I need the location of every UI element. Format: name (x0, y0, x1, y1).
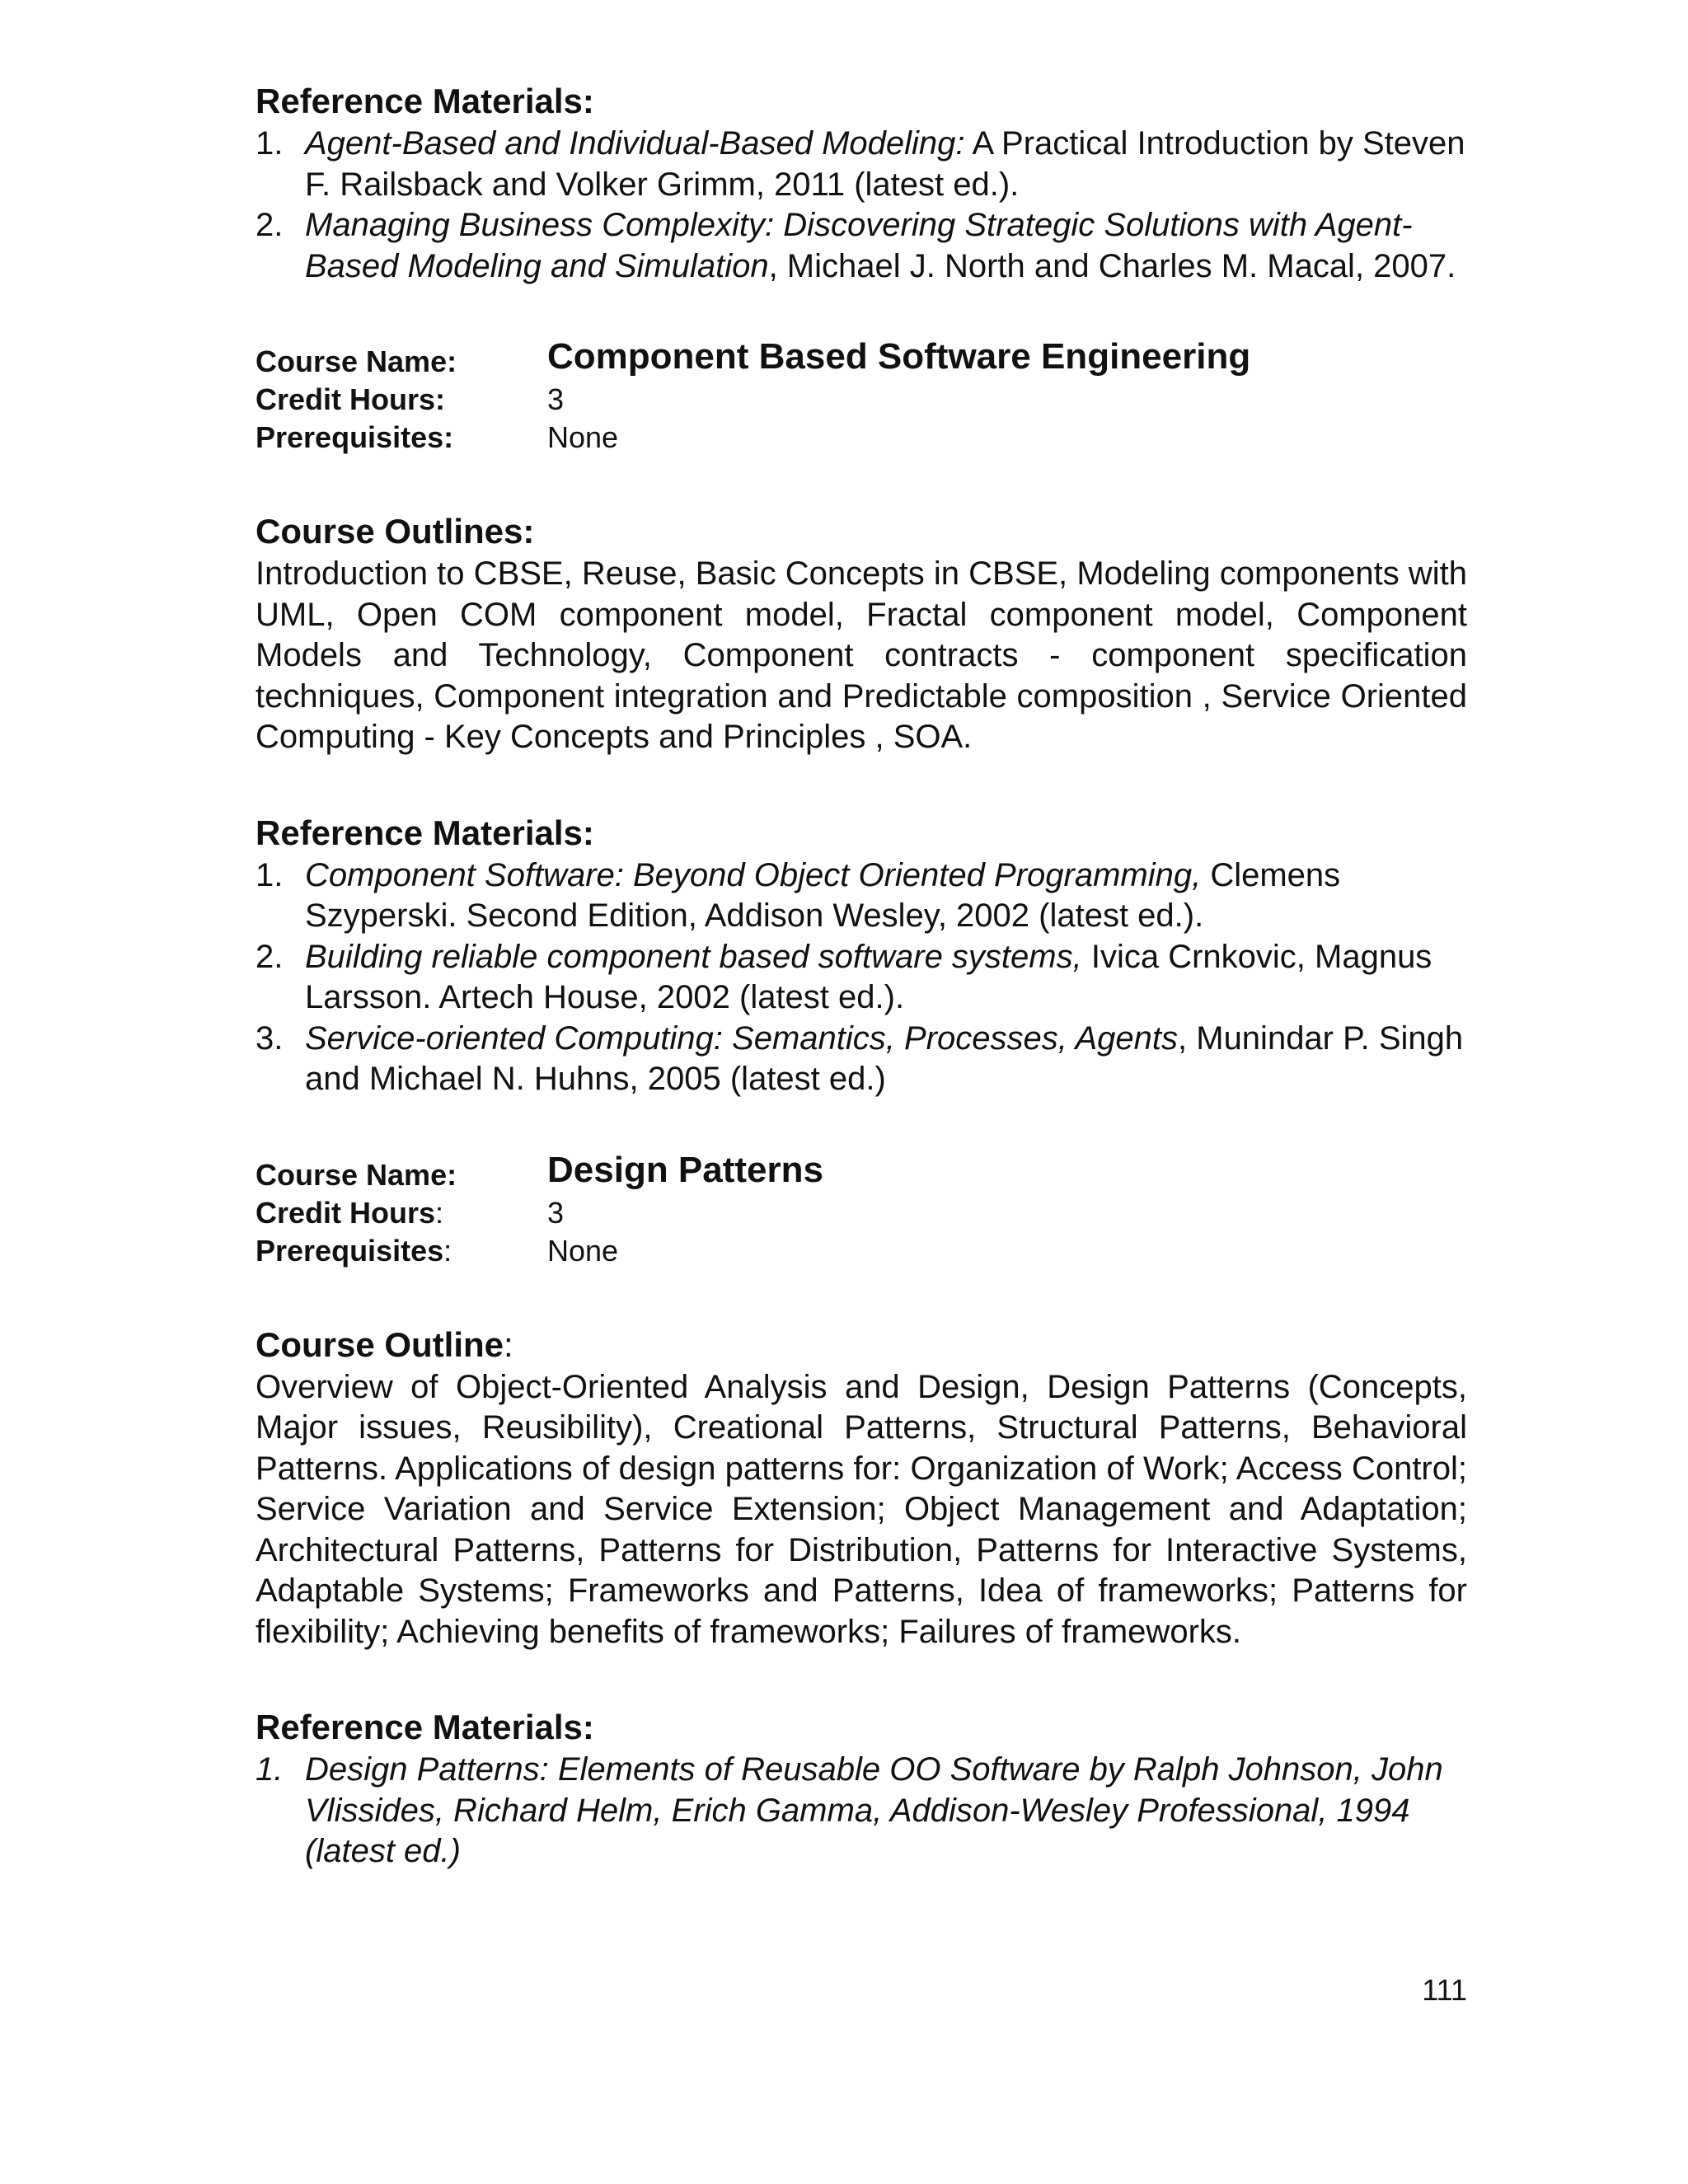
reference-details: Ivica Crnkovic, Magnus Larsson. Artech House, 2002 (latest ed.). (305, 938, 1432, 1015)
course-outline-text: Overview of Object-Oriented Analysis and Design, Design Patterns (Concepts, Major issues, Reusibility), Creational Patterns, Structural Patterns, Behavioral Patterns. Applications of design patterns for: Organization of Work; Access Control; Service Variation and Service Extension; Object Management and Adaptation; Architectural Patterns, Patterns for Distribution, Patterns for Interactive Systems, Adaptable Systems; Frameworks and Patterns, Idea of frameworks; Patterns for flexibility; Achieving benefits of frameworks; Failures of frameworks. (256, 1368, 1467, 1650)
item-number: 1. (256, 856, 284, 893)
credit-hours-value: 3 (547, 382, 565, 416)
prerequisites-label: Prerequisites: (256, 420, 454, 454)
reference-materials-heading: Reference Materials: (256, 1708, 594, 1746)
item-number: 2. (256, 938, 284, 975)
credit-hours-label: Credit Hours: (256, 382, 446, 416)
prerequisites-value: None (547, 420, 619, 454)
item-number: 1. (256, 1751, 284, 1788)
reference-details: Clemens Szyperski. Second Edition, Addison Wesley, 2002 (latest ed.). (305, 856, 1341, 934)
item-number: 1. (256, 125, 284, 162)
reference-item (256, 855, 1467, 937)
reference-details: , Michael J. North and Charles M. Macal, 2007. (768, 247, 1456, 284)
reference-list (256, 1750, 1467, 1872)
page-number: 111 (1422, 1973, 1467, 2007)
item-number: 3. (256, 1019, 284, 1057)
reference-item (256, 124, 1467, 205)
reference-materials-heading: Reference Materials: (256, 813, 594, 852)
course-name-label: Course Name: (256, 344, 457, 378)
prerequisites-row (256, 1232, 1467, 1270)
credit-hours-row (256, 381, 1467, 419)
course-name-row (256, 336, 1467, 381)
reference-details: , Munindar P. Singh and Michael N. Huhns, 2005 (latest ed.) (305, 1019, 1464, 1097)
course-name: Component Based Software Engineering (547, 336, 1251, 377)
reference-materials-heading: Reference Materials: (256, 82, 594, 120)
credit-hours-value: 3 (547, 1195, 565, 1230)
item-number: 2. (256, 207, 284, 243)
reference-item (256, 205, 1467, 287)
prerequisites-row (256, 419, 1467, 457)
reference-title: Service-oriented Computing: Semantics, Processes, Agents (305, 1019, 1179, 1057)
reference-list (256, 124, 1467, 287)
course-outline-text: Introduction to CBSE, Reuse, Basic Concepts in CBSE, Modeling components with UML, Open COM component model, Fractal component model, Component Models and Technology, Component contracts - component specification techniques, Component integration and Predictable composition , Service Oriented Computing - Key Concepts and Principles , SOA. (256, 555, 1467, 755)
course-outline-heading: Course Outline: (256, 1324, 513, 1364)
reference-title: Agent-Based and Individual-Based Modeling: (305, 125, 965, 162)
document-page (256, 79, 1467, 1872)
course-name: Design Patterns (547, 1149, 823, 1190)
course-outlines-heading: Course Outlines: (256, 512, 535, 551)
reference-details: A Practical Introduction by Steven F. Railsback and Volker Grimm, 2011 (latest ed.). (305, 125, 1465, 203)
reference-title: Component Software: Beyond Object Oriented Programming, (305, 856, 1202, 893)
reference-item (256, 1750, 1467, 1872)
credit-hours-label: Credit Hours: (256, 1195, 444, 1230)
reference-list (256, 855, 1467, 1100)
reference-title: Managing Business Complexity: Discovering Strategic Solutions with Agent-Based Modeling and Simulation (305, 207, 1413, 284)
reference-title: Building reliable component based software systems, (305, 938, 1082, 975)
course-block-design-patterns (256, 1149, 1467, 1872)
reference-item (256, 937, 1467, 1019)
course-name-label: Course Name: (256, 1157, 457, 1192)
course-block-cbse (256, 336, 1467, 1100)
reference-item (256, 1019, 1467, 1100)
reference-text: Design Patterns: Elements of Reusable OO Software by Ralph Johnson, John Vlissides, Richard Helm, Erich Gamma, Addison-Wesley Professional, 1994 (latest ed.) (305, 1751, 1443, 1869)
prerequisites-label: Prerequisites: (256, 1233, 452, 1268)
course-name-row (256, 1149, 1467, 1194)
prerequisites-value: None (547, 1233, 619, 1268)
credit-hours-row (256, 1194, 1467, 1232)
